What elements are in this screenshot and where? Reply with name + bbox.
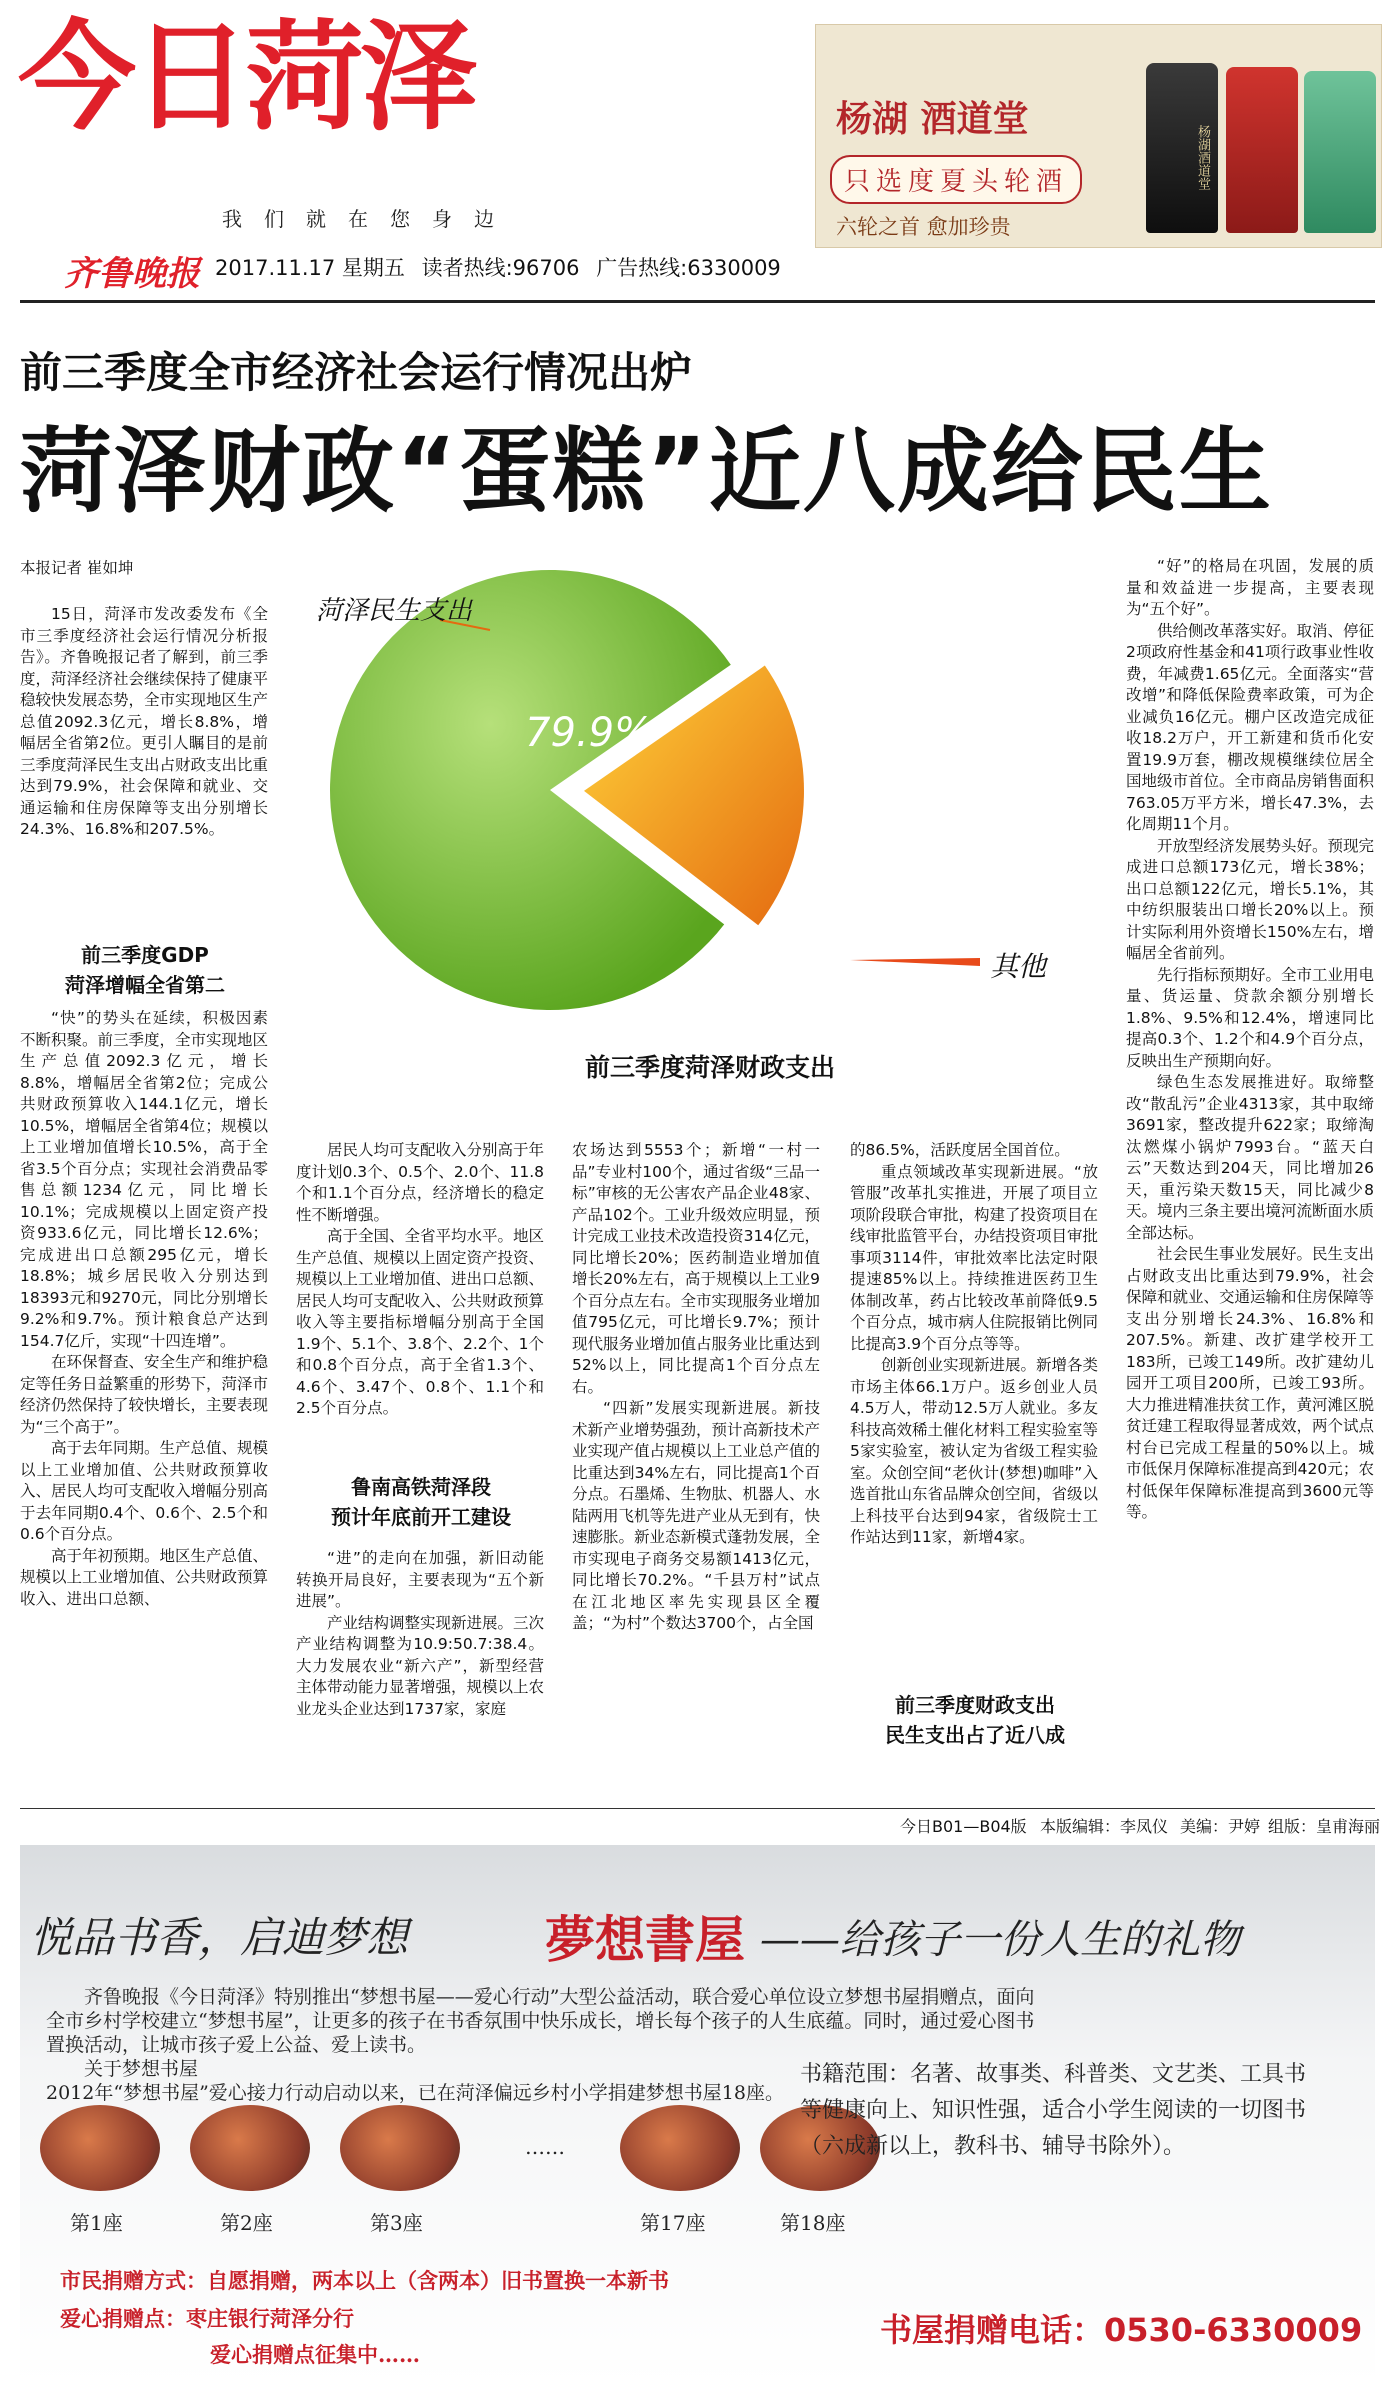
col2-p2: 高于全国、全省平均水平。地区生产总值、规模以上固定资产投资、规模以上工业增加值、进出口总额、居民人均可支配收入、公共财政预算收入等主要指标增幅分别高于全国1.9个、5.1个、3.8个、2.2个、1个和0.8个百分点，高于全省1.3个、4.6个、3.47个、0.8个、1.1个和2.5个百分点。 xyxy=(296,1227,545,1417)
article-headline: 菏泽财政“蛋糕”近八成给民生 xyxy=(20,418,1273,525)
bottle-green xyxy=(1304,71,1376,233)
pie-label-other: 其他 xyxy=(990,950,1047,983)
footer-pages: 今日B01—B04版 xyxy=(900,1817,1027,1836)
masthead-rule xyxy=(20,300,1375,303)
ad-slogan: 只选度夏头轮酒 xyxy=(830,155,1082,204)
column-1 xyxy=(20,1008,268,1610)
column-2b xyxy=(296,1548,544,1720)
article-subhead: 前三季度全市经济社会运行情况出炉 xyxy=(20,348,693,397)
col1-p1: “快”的势头在延续，积极因素不断积聚。前三季度，全市实现地区生产总值2092.3亿元，增长8.8%，增幅居全省第2位；完成公共财政预算收入144.1亿元，增长10.5%，增幅居全省第4位；规模以上工业增加值增长10.5%，高于全省3.5个百分点；实现社会消费品零售总额1234亿元，同比增长10.1%；完成规模以上固定资产投资933.6亿元，同比增长12.6%；完成进出口总额295亿元，增长18.8%；城乡居民收入分别达到18393元和9270元，同比分别增长9.2%和9.7%。预计粮食总产达到154.7亿斤，实现“十四连增”。 xyxy=(20,1009,269,1350)
bottle-label: 杨湖酒道堂 xyxy=(1195,125,1210,190)
photo-label-1: 第1座 xyxy=(70,2211,123,2235)
footer-rule xyxy=(20,1808,1375,1809)
photo-3 xyxy=(340,2105,460,2191)
dateline xyxy=(215,252,781,282)
photo-label-3: 第3座 xyxy=(370,2211,423,2235)
column-2 xyxy=(296,1140,544,1420)
footer-editor: 本版编辑：李凤仪 xyxy=(1040,1817,1169,1836)
paper-logo: 齐鲁晚报 xyxy=(64,254,200,294)
col2-p4: 产业结构调整实现新进展。三次产业结构调整为10.9:50.7:38.4。大力发展农业“新六产”，新型经营主体带动能力显著增强，规模以上农业龙头企业达到1737家，家庭 xyxy=(296,1613,545,1718)
col5-p3: 开放型经济发展势头好。预现完成进口总额173亿元，增长38%；出口总额122亿元，增长5.1%，其中纺织服装出口增长20%以上。预计实际利用外资增长150%左右，增幅居全省前列。 xyxy=(1126,836,1375,962)
ad-title-2: 夢想書屋 xyxy=(545,1910,745,1969)
pie-chart-svg xyxy=(290,560,1150,1100)
footer-layout: 组版：皇甫海丽 xyxy=(1268,1817,1381,1836)
lead-paragraph xyxy=(20,604,268,841)
col1-p2: 在环保督查、安全生产和维护稳定等任务日益繁重的形势下，菏泽市经济仍然保持了较快增长，主要表现为“三个高于”。 xyxy=(20,1353,269,1436)
ad-subtitle: 六轮之首 愈加珍贵 xyxy=(836,215,1011,239)
col5-p4: 先行指标预期好。全市工业用电量、货运量、贷款余额分别增长1.8%、9.5%和12.4%，增速同比提高0.3个、1.2个和4.9个百分点，反映出生产预期向好。 xyxy=(1126,965,1375,1070)
section-head-gdp: 前三季度GDP 菏泽增幅全省第二 xyxy=(65,943,225,997)
photo-1 xyxy=(40,2105,160,2191)
column-4 xyxy=(850,1140,1098,1549)
ad-title-1: 悦品书香，启迪梦想 xyxy=(30,1913,409,1962)
ad-hotline: 广告热线:6330009 xyxy=(596,256,781,280)
pie-chart xyxy=(290,560,1150,1100)
col5-p6: 社会民生事业发展好。民生支出占财政支出比重达到79.9%，社会保障和就业、交通运输和住房保障等支出分别增长24.3%、16.8%和207.5%。新建、改扩建学校开工183所，已竣工149所。改扩建幼儿园开工项目200所，已竣工93所。大力推进精准扶贫工作，黄河滩区脱贫迁建工程取得显著成效，两个试点村台已完成工程量的50%以上。城市低保月保障标准提高到420元；农村低保年保障标准提高到3600元等等。 xyxy=(1126,1245,1375,1521)
column-5 xyxy=(1126,556,1374,1524)
ad-body-3: 2012年“梦想书屋”爱心接力行动启动以来，已在菏泽偏远乡村小学捐建梦想书屋18座。 xyxy=(46,2082,784,2104)
issue-date: 2017.11.17 星期五 xyxy=(215,256,405,280)
bottom-advertisement[interactable] xyxy=(20,1845,1375,2385)
chart-title: 前三季度菏泽财政支出 xyxy=(585,1053,836,1082)
col5-p5: 绿色生态发展推进好。取缔整改“散乱污”企业4313家，其中取缔3691家，整改提升622家；取缔淘汰燃煤小锅炉7993台。“蓝天白云”天数达到204天，同比增加26天，重污染天数15天，同比减少8天。境内三条主要出境河流断面水质全部达标。 xyxy=(1126,1073,1375,1242)
donate-point: 爱心捐赠点：枣庄银行菏泽分行 xyxy=(60,2306,354,2331)
ad-body-2: 关于梦想书屋 xyxy=(84,2058,199,2080)
photo-label-17: 第17座 xyxy=(640,2211,706,2235)
photo-2 xyxy=(190,2105,310,2191)
photo-label-18: 第18座 xyxy=(780,2211,846,2235)
col3-p2: “四新”发展实现新进展。新技术新产业增势强劲，预计高新技术产业实现产值占规模以上工业总产值的比重达到34%左右，同比提高1个百分点。石墨烯、生物肽、机器人、水陆两用飞机等先进产业从无到有，快速膨胀。新业态新模式蓬勃发展，全市实现电子商务交易额1413亿元，同比增长70.2%。“千县万村”试点在江北地区率先实现县区全覆盖；“为村”个数达3700个，占全国 xyxy=(572,1399,821,1632)
photo-17 xyxy=(620,2105,740,2191)
column-3 xyxy=(572,1140,820,1635)
ad-body-1: 齐鲁晚报《今日菏泽》特别推出“梦想书屋——爱心行动”大型公益活动，联合爱心单位设立梦想书屋捐赠点，面向全市乡村学校建立“梦想书屋”，让更多的孩子在书香氛围中快乐成长，增长每个孩子的人生底蕴。同时，通过爱心图书置换活动，让城市孩子爱上公益、爱上读书。 xyxy=(46,1986,1035,2056)
masthead-slogan: 我们就在您身边 xyxy=(222,207,516,231)
col5-p1: “好”的格局在巩固，发展的质量和效益进一步提高，主要表现为“五个好”。 xyxy=(1126,557,1374,618)
ad-title-3: ——给孩子一份人生的礼物 xyxy=(760,1917,1240,1963)
pie-label-minsheng: 菏泽民生支出 xyxy=(316,596,473,626)
col4-p3: 创新创业实现新进展。新增各类市场主体66.1万户。返乡创业人员4.5万人，带动12.5万人就业。多友科技高效稀土催化材料工程实验室等5家实验室，被认定为省级工程实验室。众创空间“老伙计(梦想)咖啡”入选首批山东省品牌众创空间，省级以上科技平台达到94家，省级院士工作站达到11家，新增4家。 xyxy=(850,1356,1099,1546)
masthead-title: 今日菏泽 xyxy=(18,8,475,146)
top-advertisement[interactable] xyxy=(815,24,1382,248)
donate-phone: 书屋捐赠电话：0530-6330009 xyxy=(880,2311,1363,2349)
col5-p2: 供给侧改革落实好。取消、停征2项政府性基金和41项行政事业性收费，年减费1.65亿元。全面落实“营改增”和降低保险费率政策，可为企业减负16亿元。棚户区改造完成征收18.2万户，开工新建和货币化安置19.9万套，棚改规模继续位居全国地级市首位。全市商品房销售面积763.05万平方米，增长47.3%，去化周期11个月。 xyxy=(1126,621,1375,833)
photo-label-2: 第2座 xyxy=(220,2211,273,2235)
pie-value-label: 79.9% xyxy=(525,710,653,756)
ellipsis: …… xyxy=(525,2135,565,2159)
col3-p1: 农场达到5553个；新增“一村一品”专业村100个，通过省级“三品一标”审核的无公害农产品企业48家、产品102个。工业升级效应明显，预计完成工业技术改造投资314亿元，同比增长20%；医药制造业增加值增长20%左右，高于规模以上工业9个百分点左右。全市实现服务业增加值795亿元，可比增长9.7%；预计现代服务业增加值占服务业比重达到52%以上，同比提高1个百分点左右。 xyxy=(572,1141,821,1396)
col1-p3: 高于去年同期。生产总值、规模以上工业增加值、公共财政预算收入、居民人均可支配收入增幅分别高于去年同期0.4个、0.6个、2.5个和0.6个百分点。 xyxy=(20,1439,269,1543)
byline: 本报记者 崔如坤 xyxy=(20,559,134,577)
col2-p3: “进”的走向在加强，新旧动能转换开局良好，主要表现为“五个新进展”。 xyxy=(296,1549,544,1610)
lead-text: 15日，菏泽市发改委发布《全市三季度经济社会运行情况分析报告》。齐鲁晚报记者了解到，前三季度，菏泽经济社会继续保持了健康平稳较快发展态势，全市实现地区生产总值2092.3亿元，增长8.8%，增幅居全省第2位。更引人瞩目的是前三季度菏泽民生支出占财政支出比重达到79.9%，社会保障和就业、交通运输和住房保障等支出分别增长24.3%、16.8%和207.5%。 xyxy=(20,605,269,838)
ad-brand: 杨湖 酒道堂 xyxy=(836,98,1029,140)
donate-point-2: 爱心捐赠点征集中…… xyxy=(210,2342,420,2367)
section-head-railway: 鲁南高铁菏泽段 预计年底前开工建设 xyxy=(331,1475,511,1529)
leader-arrow-other xyxy=(850,958,980,966)
book-scope: 书籍范围：名著、故事类、科普类、文艺类、工具书等健康向上、知识性强，适合小学生阅读的一切图书（六成新以上，教科书、辅导书除外）。 xyxy=(800,2062,1307,2159)
col4-p1: 的86.5%，活跃度居全国首位。 xyxy=(850,1141,1070,1159)
reader-hotline: 读者热线:96706 xyxy=(421,256,580,280)
col4-p2: 重点领域改革实现新进展。“放管服”改革扎实推进，开展了项目立项阶段联合审批，构建了投资项目在线审批监管平台，办结投资项目审批事项3114件，审批效率比法定时限提速85%以上。持续推进医药卫生体制改革，药占比较改革前降低9.5个百分点，城市病人住院报销比例同比提高3.9个百分点等等。 xyxy=(850,1162,1099,1353)
col2-p1: 居民人均可支配收入分别高于年度计划0.3个、0.5个、2.0个、11.8个和1.1个百分点，经济增长的稳定性不断增强。 xyxy=(296,1141,545,1224)
bottle-red xyxy=(1226,67,1298,233)
section-head-fiscal: 前三季度财政支出 民生支出占了近八成 xyxy=(885,1693,1065,1747)
donate-method: 市民捐赠方式：自愿捐赠，两本以上（含两本）旧书置换一本新书 xyxy=(60,2268,669,2293)
footer-art: 美编：尹婷 xyxy=(1180,1817,1261,1836)
col1-p4: 高于年初预期。地区生产总值、规模以上工业增加值、公共财政预算收入、进出口总额、 xyxy=(20,1546,269,1608)
